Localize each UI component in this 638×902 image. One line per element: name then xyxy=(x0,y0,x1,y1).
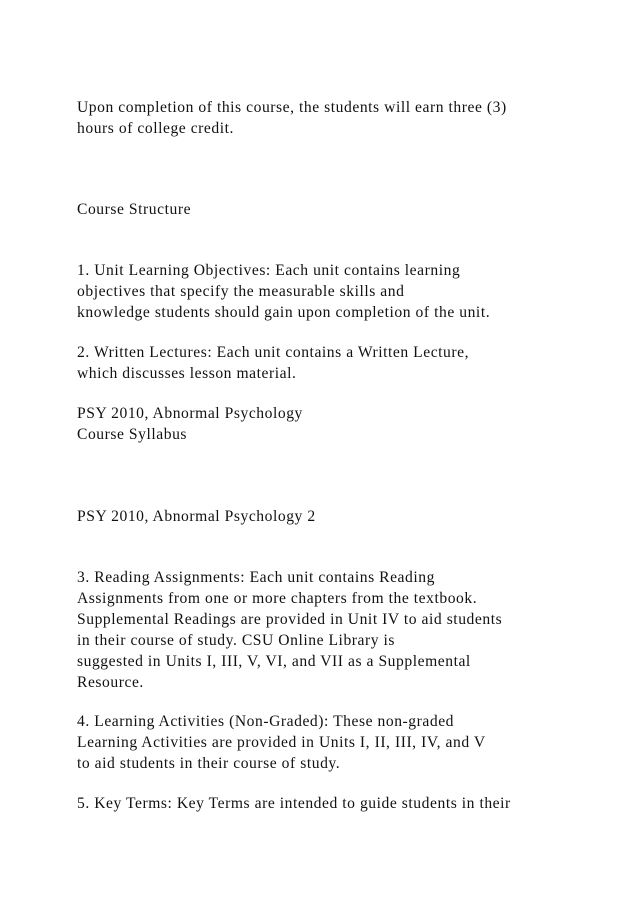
credit-paragraph-line-1: Upon completion of this course, the students will earn three (3) xyxy=(77,99,507,116)
item3-line-1: 3. Reading Assignments: Each unit contains Reading xyxy=(77,569,435,586)
item3-line-3: Supplemental Readings are provided in Unit IV to aid students xyxy=(77,611,503,628)
course-structure-heading: Course Structure xyxy=(77,201,192,218)
item4-line-3: to aid students in their course of study. xyxy=(77,755,341,772)
item1-line-2: objectives that specify the measurable skills and xyxy=(77,283,405,300)
item3-line-5: suggested in Units I, III, V, VI, and VII as a Supplemental xyxy=(77,653,471,670)
item5-line-1: 5. Key Terms: Key Terms are intended to guide students in their xyxy=(77,795,511,812)
item1-line-3: knowledge students should gain upon completion of the unit. xyxy=(77,304,491,321)
credit-paragraph-line-2: hours of college credit. xyxy=(77,120,234,137)
item2-line-1: 2. Written Lectures: Each unit contains a Written Lecture, xyxy=(77,344,470,361)
syllabus-header-line-1: PSY 2010, Abnormal Psychology xyxy=(77,405,303,422)
item4-line-2: Learning Activities are provided in Units I, II, III, IV, and V xyxy=(77,734,486,751)
item4-line-1: 4. Learning Activities (Non-Graded): These non-graded xyxy=(77,713,455,730)
item3-line-6: Resource. xyxy=(77,674,144,691)
item1-line-1: 1. Unit Learning Objectives: Each unit contains learning xyxy=(77,262,461,279)
item3-line-4: in their course of study. CSU Online Library is xyxy=(77,632,396,649)
page-header: PSY 2010, Abnormal Psychology 2 xyxy=(77,508,316,525)
item2-line-2: which discusses lesson material. xyxy=(77,365,297,382)
syllabus-header-line-2: Course Syllabus xyxy=(77,426,188,443)
item3-line-2: Assignments from one or more chapters from the textbook. xyxy=(77,590,478,607)
